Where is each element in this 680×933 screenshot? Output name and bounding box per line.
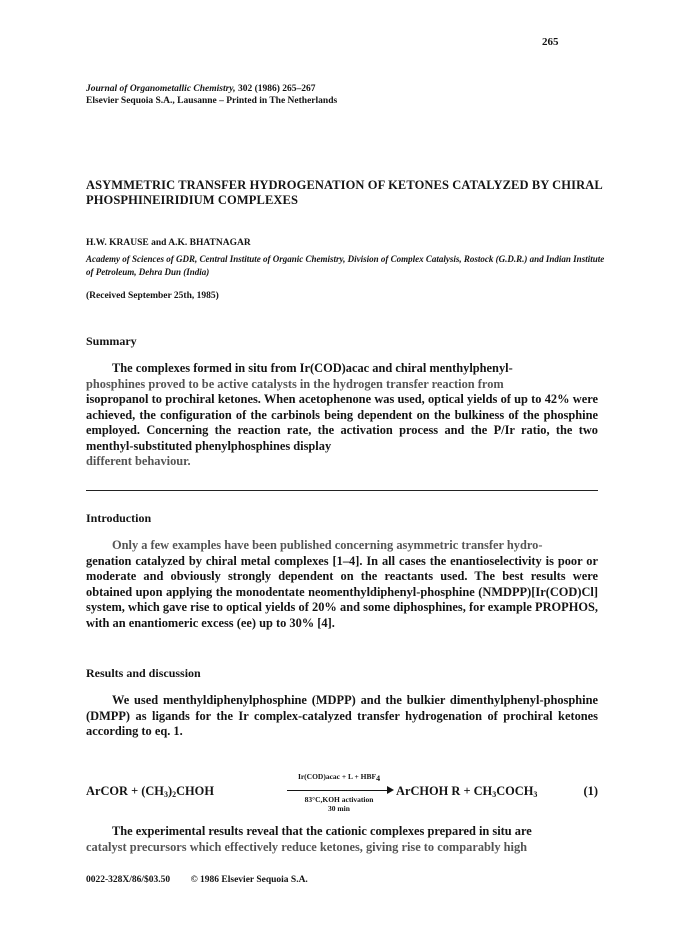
article-title: ASYMMETRIC TRANSFER HYDROGENATION OF KETONES CATALYZED BY CHIRAL PHOSPHINEIRIDIUM COMPLEXES <box>86 178 603 207</box>
arrow-conditions: 83°C,KOH activation 30 min <box>304 795 374 813</box>
footer-code: 0022-328X/86/$03.50 <box>86 875 171 885</box>
introduction-text <box>86 538 598 631</box>
equation-number: (1) <box>583 784 598 798</box>
introduction-heading: Introduction <box>86 511 152 525</box>
summary-line-1: The complexes formed in situ from Ir(COD)acac and chiral menthylphenyl- <box>112 361 513 375</box>
received-date: (Received September 25th, 1985) <box>86 291 219 301</box>
results-text <box>86 693 598 740</box>
equation-lhs: ArCOR + $(CH_3)_2CHOH$ <box>86 784 214 799</box>
journal-citation <box>86 83 337 107</box>
arrow-head-icon <box>387 786 394 794</box>
closing-line-2: catalyst precursors which effectively reduce ketones, giving rise to comparably high <box>86 839 528 854</box>
arrow-reagents: Ir(COD)acac + $L + HBF_4$ <box>297 772 381 783</box>
authors: H.W. KRAUSE and A.K. BHATNAGAR <box>86 238 251 248</box>
results-paragraph: We used menthyldiphenylphosphine (MDPP) and the bulkier dimenthylphenyl-phosphine (DMPP) as ligands for the Ir complex-catalyzed transfer hydrogenation of prochiral ketones according to eq. 1. <box>86 693 598 738</box>
intro-line-1: Only a few examples have been published concerning asymmetric transfer hydro- <box>112 538 543 552</box>
reaction-arrow <box>287 790 391 791</box>
footer-copyright: © 1986 Elsevier Sequoia S.A. <box>190 875 308 885</box>
summary-line-2: phosphines proved to be active catalysts in the hydrogen transfer reaction from <box>86 376 504 391</box>
page-footer <box>86 875 326 885</box>
journal-name: Journal of Organometallic Chemistry, <box>86 84 236 94</box>
summary-heading: Summary <box>86 334 137 348</box>
summary-body: isopropanol to prochiral ketones. When acetophenone was used, optical yields of up to 42% were achieved, the configuration of the carbinols being dependent on the bulkiness of the phosphine employed. Concerning the reaction rate, the activation process and the P/Ir ratio, the two menthyl-substituted phenylphosphines display <box>86 392 598 453</box>
closing-line-1: The experimental results reveal that the cationic complexes prepared in situ are <box>112 824 532 838</box>
results-heading: Results and discussion <box>86 666 201 680</box>
page-number: 265 <box>542 36 559 48</box>
equation-1 <box>86 772 598 818</box>
equation-rhs: ArCHOH $R + CH_3COCH_3$ <box>396 784 538 799</box>
summary-last-line: different behaviour. <box>86 454 191 468</box>
closing-text <box>86 824 598 855</box>
summary-text <box>86 361 598 470</box>
publisher-line: Elsevier Sequoia S.A., Lausanne – Printed in The Netherlands <box>86 96 338 106</box>
section-divider <box>86 490 598 491</box>
intro-body: genation catalyzed by chiral metal complexes [1–4]. In all cases the enantioselectivity is poor or moderate and obviously strongly dependent on the reactants used. The best results were obtained upon applying the monodentate neomenthyldiphenyl-phosphine (NMDPP)[Ir(COD)Cl] system, which gave rise to optical yields of 20% and some diphosphines, for example PROPHOS, with an enantiomeric excess (ee) up to 30% [4]. <box>86 553 598 630</box>
affiliation: Academy of Sciences of GDR, Central Institute of Organic Chemistry, Division of Complex Catalysis, Rostock (G.D.R.) and Indian Institute of Petroleum, Dehra Dun (India) <box>86 254 605 277</box>
journal-volume: 302 (1986) 265–267 <box>235 84 316 94</box>
